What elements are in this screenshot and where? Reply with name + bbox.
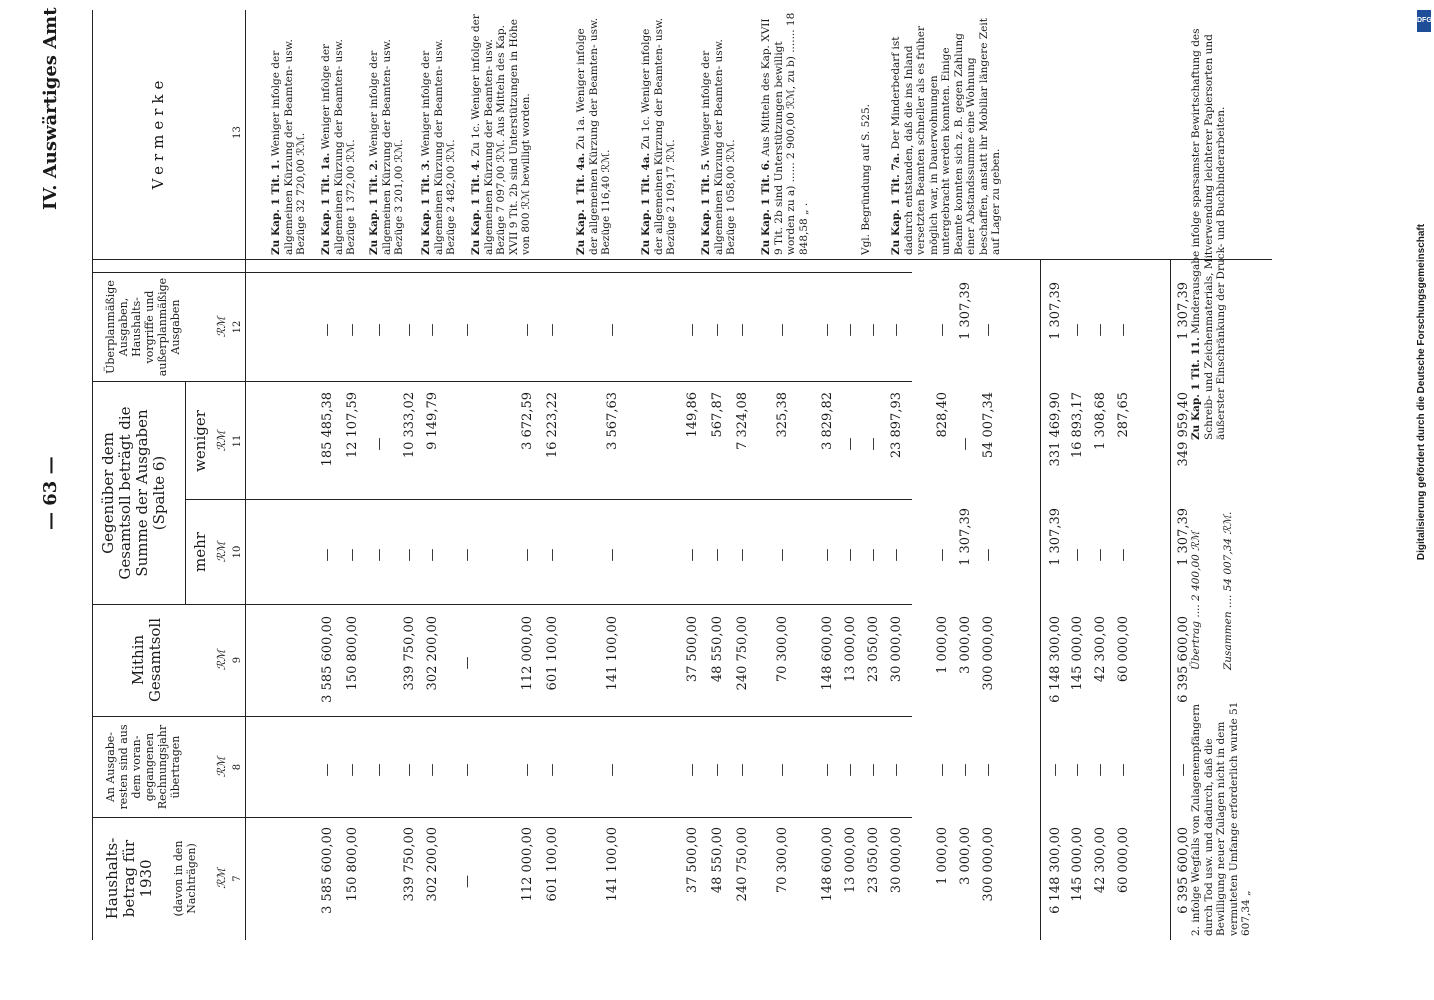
table-cell-c7: 150 800,00 [345, 827, 360, 902]
subtotal-cell-c9: 6 148 300,00 [1048, 616, 1063, 703]
table-cell-c8: — [710, 763, 725, 777]
table-cell-c8: — [1093, 763, 1108, 777]
col-sep-12-13 [92, 272, 912, 273]
col11-title: weniger [191, 410, 209, 472]
table-cell-c9: — [460, 656, 475, 670]
table-cell-c7: 60 000,00 [1116, 827, 1131, 894]
table-cell-c9: 150 800,00 [345, 616, 360, 691]
table-cell-c10: — [345, 548, 360, 562]
table-cell-c7: 300 000,00 [981, 827, 996, 902]
table-cell-c11: — [958, 437, 973, 451]
c10-11-sub-rule [185, 382, 186, 605]
table-cell-c10: — [520, 548, 535, 562]
page-number: — 63 — [40, 456, 61, 530]
subtotal-cell-c7: 6 148 300,00 [1048, 827, 1063, 914]
note-item [270, 10, 308, 255]
note-item [700, 10, 738, 255]
table-cell-c11: 828,40 [935, 392, 950, 438]
table-cell-c7: 13 000,00 [843, 827, 858, 894]
note-head: Zu Kap. 1 Tit. 1. [270, 159, 282, 255]
dfg-logo: DFG [1417, 10, 1431, 32]
table-cell-c8: — [981, 763, 996, 777]
table-cell-c12: — [710, 323, 725, 337]
table-cell-c11: 16 223,22 [545, 392, 560, 459]
col10-unit: ℛℳ [215, 541, 228, 563]
table-cell-c8: — [889, 763, 904, 777]
table-cell-c10: — [889, 548, 904, 562]
table-cell-c7: 339 750,00 [402, 827, 417, 902]
total-cell-c10: 1 307,39 [1176, 508, 1191, 566]
table-cell-c8: — [372, 763, 387, 777]
col7-sub: (davon in den Nachträgen) [172, 840, 198, 917]
note-text: Vgl. Begründung auf S. 525. [860, 104, 872, 255]
table-cell-c12: — [372, 323, 387, 337]
table-cell-c11: 9 149,79 [425, 392, 440, 450]
table-cell-c9: 300 000,00 [981, 616, 996, 691]
table-cell-c11: 54 007,34 [981, 392, 996, 459]
table-cell-c8: — [1116, 763, 1131, 777]
col13-title: Vermerke [149, 75, 167, 190]
table-cell-c9: 13 000,00 [843, 616, 858, 683]
footnote-right-head: Zu Kap. 1 Tit. 11. [1190, 337, 1202, 440]
table-cell-c10: — [1116, 548, 1131, 562]
credit-line: Digitalisierung gefördert durch die Deutsche Forschungsgemeinschaft [1416, 223, 1427, 561]
col10-11-title: Gegenüber dem Gesamtsoll beträgt die Summe der Ausgaben (Spalte 6) [99, 406, 168, 580]
col11-unit: ℛℳ [215, 430, 228, 452]
table-cell-c10: — [1070, 548, 1085, 562]
table-cell-c10: — [320, 548, 335, 562]
subtotal-cell-c10: 1 307,39 [1048, 508, 1063, 566]
table-cell-c9: 339 750,00 [402, 616, 417, 691]
col-sep-10-11 [185, 499, 912, 500]
table-cell-c9: 148 600,00 [820, 616, 835, 691]
footnote-right [1190, 20, 1228, 440]
note-head: Zu Kap. 1 Tit. 1a. [320, 152, 332, 255]
table-cell-c10: — [425, 548, 440, 562]
table-cell-c12: — [685, 323, 700, 337]
note-text: Weniger infolge der allgemeinen Kürzung der Beamten- usw. Bezüge 32 720,00 ℛℳ. [270, 39, 307, 255]
table-cell-c12: — [1116, 323, 1131, 337]
table-cell-c11: 567,87 [710, 392, 725, 438]
col10-title: mehr [191, 532, 209, 572]
table-cell-c12: — [345, 323, 360, 337]
table-cell-c12: — [545, 323, 560, 337]
table-cell-c8: — [958, 763, 973, 777]
table-cell-c11: 1 308,68 [1093, 392, 1108, 450]
total-cell-c7: 6 395 600,00 [1176, 827, 1191, 914]
table-cell-c10: — [685, 548, 700, 562]
table-cell-c12: — [425, 323, 440, 337]
table-cell-c9: 145 000,00 [1070, 616, 1085, 691]
table-cell-c10: — [545, 548, 560, 562]
table-cell-c8: — [935, 763, 950, 777]
table-cell-c12: — [935, 323, 950, 337]
table-cell-c8: — [345, 763, 360, 777]
note-item [575, 10, 613, 255]
table-cell-c10: — [820, 548, 835, 562]
table-cell-c8: — [866, 763, 881, 777]
note-head: Zu Kap. 1 Tit. 2. [368, 159, 380, 255]
table-cell-c12: — [1093, 323, 1108, 337]
table-cell-c9: 42 300,00 [1093, 616, 1108, 683]
note-item [420, 10, 458, 255]
note-head: Zu Kap. 1 Tit. 7a. [890, 152, 902, 255]
table-cell-c7: 145 000,00 [1070, 827, 1085, 902]
table-cell-c9: 601 100,00 [545, 616, 560, 691]
col11-number: 11 [232, 434, 243, 448]
table-cell-c8: — [685, 763, 700, 777]
col13-number: 13 [232, 126, 243, 139]
table-cell-c11: 3 567,63 [605, 392, 620, 450]
table-top-rule [92, 10, 93, 940]
table-cell-c8: — [843, 763, 858, 777]
table-cell-c11: 185 485,38 [320, 392, 335, 467]
table-cell-c7: 48 550,00 [710, 827, 725, 894]
table-cell-c7: 3 000,00 [958, 827, 973, 885]
total-cell-c9: 6 395 600,00 [1176, 616, 1191, 703]
table-cell-c10: — [1093, 548, 1108, 562]
note-head: Zu Kap. 1 Tit. 5. [700, 159, 712, 255]
table-cell-c7: 1 000,00 [935, 827, 950, 885]
col8-unit: ℛℳ [215, 756, 228, 778]
table-cell-c10: — [981, 548, 996, 562]
table-cell-c11: 16 893,17 [1070, 392, 1085, 459]
col9-unit: ℛℳ [215, 649, 228, 671]
note-item [760, 10, 810, 255]
table-cell-c12: — [1070, 323, 1085, 337]
col7-number: 7 [232, 875, 243, 882]
table-cell-c11: — [843, 437, 858, 451]
table-cell-c10: — [866, 548, 881, 562]
table-cell-c12: — [843, 323, 858, 337]
note-text: Weniger infolge der allgemeinen Kürzung der Beamten- usw. Bezüge 2 482,00 ℛℳ. [420, 39, 457, 255]
header-bottom-rule [245, 10, 246, 940]
table-cell-c8: — [605, 763, 620, 777]
table-cell-c7: 112 000,00 [520, 827, 535, 902]
table-cell-c11: 3 829,82 [820, 392, 835, 450]
table-cell-c9: 70 300,00 [775, 616, 790, 683]
table-cell-c9: 48 550,00 [710, 616, 725, 683]
table-cell-c11: 23 897,93 [889, 392, 904, 459]
note-text: Zu 1c. Weniger infolge der allgemeinen Kürzung der Beamten- usw. Bezüge 7 097,00 ℛℳ. Aus Mitteln des Kap. XVII 9 Tit. 2b sind Unterstützungen in Höhe von 800 ℛℳ bewilligt worden. [470, 14, 532, 255]
total-cell-c11: 349 959,40 [1176, 392, 1191, 467]
col-sep-9-10 [92, 604, 912, 605]
table-cell-c9: 30 000,00 [889, 616, 904, 683]
table-cell-c11: — [866, 437, 881, 451]
col12-number: 12 [232, 320, 243, 334]
table-cell-c8: — [320, 763, 335, 777]
section-title: IV. Auswärtiges Amt [40, 7, 61, 210]
footnote-right-text: Minderausgabe infolge sparsamster Bewirtschaftung des Schreib- und Zeichenmaterials, Mitverwendung leichterer Papiersorten und äußerster Einschränkung der Druck- und Buchbinderarbeiten. [1190, 28, 1227, 440]
col8-number: 8 [232, 763, 243, 771]
table-cell-c11: 287,65 [1116, 392, 1131, 438]
table-cell-c7: 302 200,00 [425, 827, 440, 902]
note-item [890, 10, 1003, 255]
table-cell-c7: 148 600,00 [820, 827, 835, 902]
table-cell-c10: — [402, 548, 417, 562]
note-head: Zu Kap. 1 Tit. 4a. [575, 152, 587, 255]
table-cell-c12: — [735, 323, 750, 337]
c13-right-rule [92, 259, 1272, 260]
table-cell-c12: — [820, 323, 835, 337]
table-cell-c9: 1 000,00 [935, 616, 950, 674]
table-cell-c9: 240 750,00 [735, 616, 750, 691]
footnote-zusammen: Zusammen .... 54 007,34 ℛℳ. [1222, 511, 1234, 670]
table-cell-c8: — [402, 763, 417, 777]
table-cell-c11: 12 107,59 [345, 392, 360, 459]
table-cell-c7: 601 100,00 [545, 827, 560, 902]
table-cell-c8: — [425, 763, 440, 777]
note-text: Zu 1c. Weniger infolge der allgemeinen Kürzung der Beamten- usw. Bezüge 2 109,17 ℛℳ. [640, 17, 677, 255]
note-item [368, 10, 406, 255]
note-text: Aus Mitteln des Kap. XVII 9 Tit. 2b sind Unterstützungen bewilligt worden zu a) ...... 2 900,00 ℛℳ, zu b) ....... 18 848,58 „ . [760, 12, 810, 255]
table-cell-c11: 149,86 [685, 392, 700, 438]
table-cell-c7: 240 750,00 [735, 827, 750, 902]
note-item [320, 10, 358, 255]
table-cell-c12: — [866, 323, 881, 337]
subtotal-cell-c8: — [1048, 763, 1063, 777]
col8-title: An Ausgabe-resten sind aus dem voran-gegangenen Rechnungsjahr übertragen [104, 724, 182, 810]
col7-title: Haushalts-betrag für 1930 [103, 837, 155, 920]
subtotal-rule [1040, 260, 1041, 940]
table-cell-c7: — [460, 875, 475, 888]
table-cell-c9: 3 585 600,00 [320, 616, 335, 703]
table-cell-c10: — [775, 548, 790, 562]
table-cell-c12: — [320, 323, 335, 337]
note-head: Zu Kap. 1 Tit. 4. [470, 159, 482, 255]
table-cell-c8: — [820, 763, 835, 777]
table-cell-c12: 1 307,39 [958, 282, 973, 340]
table-cell-c11: — [372, 437, 387, 451]
col12-title: Überplanmäßige Ausgaben, Haushalts-vorgriffe und außerplanmäßige Ausgaben [104, 277, 182, 377]
table-cell-c7: 141 100,00 [605, 827, 620, 902]
table-cell-c9: 60 000,00 [1116, 616, 1131, 683]
table-cell-c9: 3 000,00 [958, 616, 973, 674]
table-cell-c11: 3 672,59 [520, 392, 535, 450]
table-cell-c10: — [735, 548, 750, 562]
table-cell-c8: — [460, 763, 475, 777]
note-text: Weniger infolge der allgemeinen Kürzung der Beamten- usw. Bezüge 1 372,00 ℛℳ. [320, 39, 357, 255]
table-cell-c10: — [935, 548, 950, 562]
table-cell-c10: — [372, 548, 387, 562]
table-cell-c12: — [981, 323, 996, 337]
table-cell-c10: 1 307,39 [958, 508, 973, 566]
note-item [640, 10, 678, 255]
total-cell-c12: 1 307,39 [1176, 282, 1191, 340]
note-item [860, 10, 873, 255]
table-cell-c8: — [520, 763, 535, 777]
note-text: Weniger infolge der allgemeinen Kürzung der Beamten- usw. Bezüge 1 058,00 ℛℳ. [700, 39, 737, 255]
table-cell-c10: — [460, 548, 475, 562]
table-cell-c8: — [545, 763, 560, 777]
table-cell-c12: — [520, 323, 535, 337]
note-head: Zu Kap. 1 Tit. 4a. [640, 152, 652, 255]
footnote-uebertrag: Übertrag .... 2 400,00 ℛℳ [1190, 531, 1202, 670]
table-cell-c12: — [889, 323, 904, 337]
note-head: Zu Kap. 1 Tit. 6. [760, 159, 772, 255]
table-cell-c12: — [402, 323, 417, 337]
col-sep-8-9 [92, 716, 912, 717]
table-cell-c9: 112 000,00 [520, 616, 535, 691]
note-item [470, 10, 533, 255]
total-rule [1170, 260, 1171, 940]
table-cell-c10: — [605, 548, 620, 562]
table-cell-c7: 42 300,00 [1093, 827, 1108, 894]
table-cell-c7: 30 000,00 [889, 827, 904, 894]
col9-title: Mithin Gesamtsoll [129, 617, 164, 703]
note-head: Zu Kap. 1 Tit. 3. [420, 159, 432, 255]
note-text: Zu 1a. Weniger infolge der allgemeinen Kürzung der Beamten- usw. Bezüge 116,40 ℛℳ. [575, 17, 612, 255]
table-cell-c9: 37 500,00 [685, 616, 700, 683]
subtotal-cell-c12: 1 307,39 [1048, 282, 1063, 340]
table-cell-c12: — [460, 323, 475, 337]
col12-unit: ℛℳ [215, 316, 228, 338]
table-cell-c9: 302 200,00 [425, 616, 440, 691]
footnote-left: 2. infolge Wegfalls von Zulagenempfängern durch Tod usw. und dadurch, daß die Bewilligung neuer Zulagen nicht in dem vermuteten Umfange erforderlich wurde 51 607,34 „ [1190, 701, 1252, 936]
col-sep-11-12 [92, 381, 912, 382]
col9-number: 9 [232, 656, 243, 664]
table-cell-c8: — [775, 763, 790, 777]
col7-unit: ℛℳ [215, 868, 228, 889]
note-text: Der Minderbedarf ist dadurch entstanden, daß die ins Inland versetzten Beamten schneller als es früher möglich war, in Dauerwohnungen untergebracht werden konnten. Einige Beamte konnten sich z. B. gegen Zahlung einer Abstandssumme eine Wohnung beschaffen, anstatt ihr Mobiliar längere Zeit auf Lager zu geben. [890, 18, 1002, 255]
table-cell-c8: — [735, 763, 750, 777]
table-cell-c9: 141 100,00 [605, 616, 620, 691]
col10-number: 10 [232, 545, 243, 559]
note-text: Weniger infolge der allgemeinen Kürzung der Beamten- usw. Bezüge 3 201,00 ℛℳ. [368, 39, 405, 255]
table-cell-c7: 3 585 600,00 [320, 827, 335, 914]
table-cell-c8: — [1070, 763, 1085, 777]
table-cell-c10: — [843, 548, 858, 562]
table-cell-c11: 10 333,02 [402, 392, 417, 459]
table-cell-c12: — [605, 323, 620, 337]
table-cell-c7: 70 300,00 [775, 827, 790, 894]
table-cell-c11: 7 324,08 [735, 392, 750, 450]
table-cell-c9: 23 050,00 [866, 616, 881, 683]
total-cell-c8: — [1176, 763, 1191, 777]
subtotal-cell-c11: 331 469,90 [1048, 392, 1063, 467]
table-cell-c10: — [710, 548, 725, 562]
table-cell-c7: 37 500,00 [685, 827, 700, 894]
table-cell-c12: — [775, 323, 790, 337]
col-sep-7-8 [92, 817, 912, 818]
table-cell-c11: 325,38 [775, 392, 790, 438]
table-cell-c7: 23 050,00 [866, 827, 881, 894]
